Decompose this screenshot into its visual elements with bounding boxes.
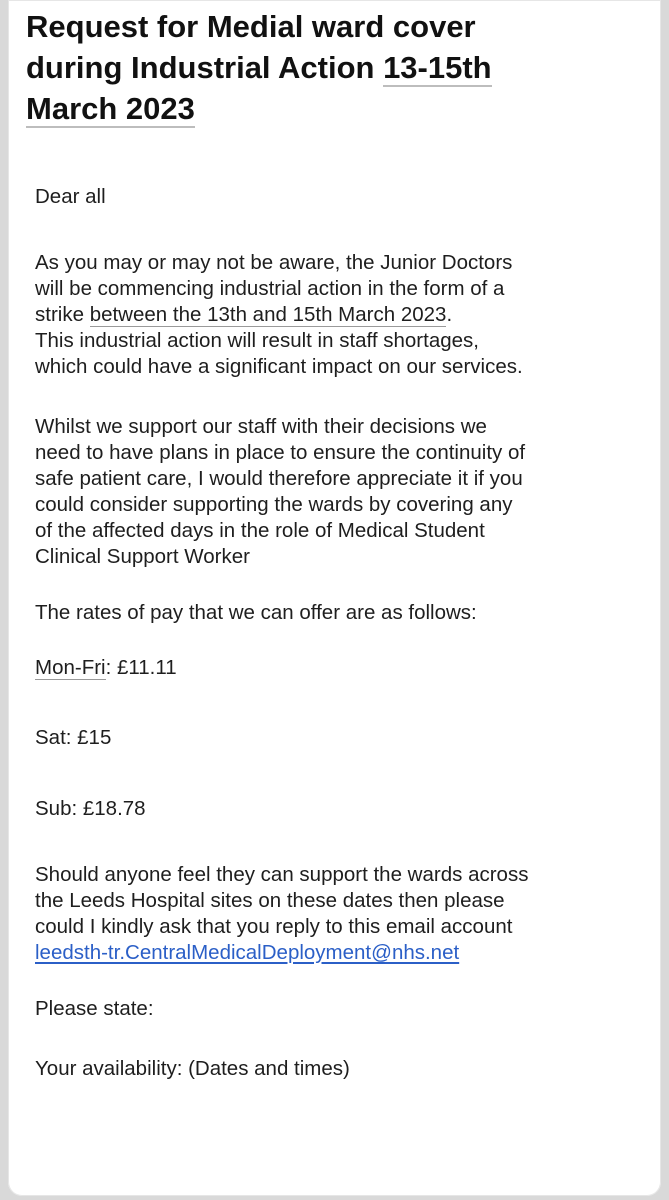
- para2-line-5: of the affected days in the role of Medical Student: [35, 519, 485, 542]
- para1-line-1: As you may or may not be aware, the Junior Doctors: [35, 251, 513, 274]
- para1-line-3-prefix: strike: [35, 303, 90, 326]
- rate-sat: Sat: £15: [35, 726, 112, 749]
- email-body: [35, 184, 657, 1082]
- email-subject: [26, 6, 646, 129]
- paragraph-support-request: [35, 414, 657, 570]
- deployment-email-link[interactable]: leedsth-tr.CentralMedicalDeployment@nhs.net: [35, 941, 460, 964]
- para3-line-1: Should anyone feel they can support the wards across: [35, 863, 529, 886]
- rates-intro: The rates of pay that we can offer are as follows:: [35, 601, 477, 624]
- para3-line-3: could I kindly ask that you reply to this email account: [35, 915, 513, 938]
- rate-mon-fri: [35, 655, 657, 681]
- para2-line-3: safe patient care, I would therefore appreciate it if you: [35, 467, 523, 490]
- rate-mon-fri-label: Mon-Fri: [35, 656, 106, 679]
- para2-line-1: Whilst we support our staff with their decisions we: [35, 415, 487, 438]
- please-state: Please state:: [35, 997, 154, 1020]
- subject-line-3: [26, 88, 646, 129]
- para2-line-6: Clinical Support Worker: [35, 545, 250, 568]
- para1-line-5: which could have a significant impact on our services.: [35, 355, 523, 378]
- email-link-line: [35, 940, 657, 966]
- subject-line-2-text: during Industrial Action: [26, 50, 384, 85]
- subject-line-2: [26, 47, 646, 88]
- rate-mon-fri-value: : £11.11: [105, 656, 177, 679]
- availability-item: Your availability: (Dates and times): [35, 1057, 350, 1080]
- subject-dates: 13-15th: [383, 50, 492, 85]
- subject-month: March 2023: [26, 91, 195, 126]
- para1-line-2: will be commencing industrial action in the form of a: [35, 277, 505, 300]
- strike-dates: between the 13th and 15th March 2023: [89, 303, 447, 326]
- para2-line-2: need to have plans in place to ensure the continuity of: [35, 441, 526, 464]
- email-view: [8, 0, 661, 1196]
- paragraph-strike-notice: [35, 250, 657, 380]
- para2-line-4: could consider supporting the wards by covering any: [35, 493, 513, 516]
- para1-line-4: This industrial action will result in staff shortages,: [35, 329, 479, 352]
- para1-line-3-suffix: .: [446, 303, 453, 326]
- paragraph-reply-request: [35, 862, 657, 966]
- para1-line-3: [35, 302, 657, 328]
- subject-line-1: Request for Medial ward cover: [26, 9, 476, 44]
- rate-sub: Sub: £18.78: [35, 797, 146, 820]
- para3-line-2: the Leeds Hospital sites on these dates then please: [35, 889, 505, 912]
- greeting: Dear all: [35, 185, 106, 208]
